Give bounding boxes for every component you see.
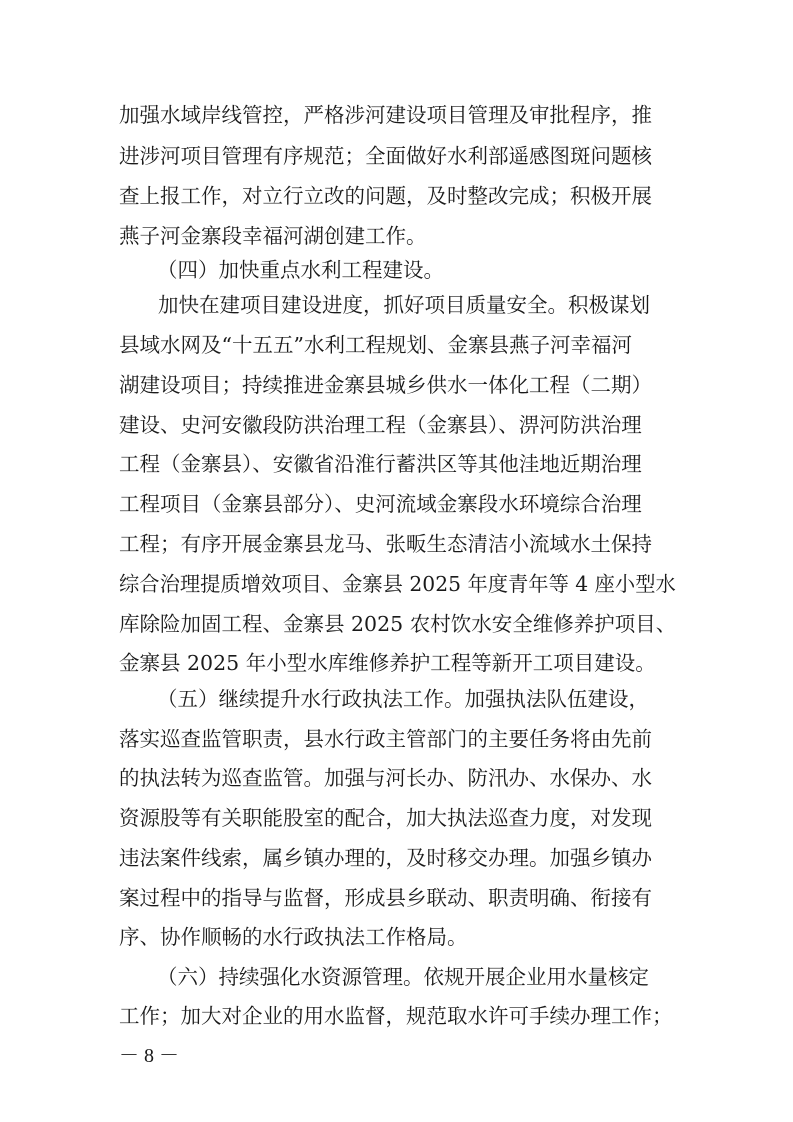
body-line: 工程项目（金寨县部分）、史河流域金寨段水环境综合治理 bbox=[119, 492, 642, 516]
body-line: 工程（金寨县）、安徽省沿淮行蓄洪区等其他洼地近期治理 bbox=[119, 452, 642, 476]
body-line: 县域水网及“十五五”水利工程规划、金寨县燕子河幸福河 bbox=[119, 333, 632, 357]
body-line: 违法案件线索，属乡镇办理的，及时移交办理。加强乡镇办 bbox=[119, 846, 652, 870]
body-line: 燕子河金寨段幸福河湖创建工作。 bbox=[119, 224, 427, 248]
body-line: 建设、史河安徽段防洪治理工程（金寨县）、淠河防洪治理 bbox=[119, 413, 642, 437]
body-line: 序、协作顺畅的水行政执法工作格局。 bbox=[119, 925, 468, 949]
body-line: 加快在建项目建设进度，抓好项目质量安全。积极谋划 bbox=[158, 293, 650, 317]
body-line: 库除险加固工程、金寨县 2025 农村饮水安全维修养护项目、 bbox=[119, 612, 677, 636]
body-line: 金寨县 2025 年小型水库维修养护工程等新开工项目建设。 bbox=[119, 651, 656, 675]
body-line: 查上报工作，对立行立改的问题，及时整改完成；积极开展 bbox=[119, 184, 652, 208]
body-line: 案过程中的指导与监督，形成县乡联动、职责明确、衔接有 bbox=[119, 886, 652, 910]
body-line: 的执法转为巡查监管。加强与河长办、防汛办、水保办、水 bbox=[119, 766, 652, 790]
body-line: 湖建设项目；持续推进金寨县城乡供水一体化工程（二期） bbox=[119, 373, 652, 397]
section-heading-5: （五）继续提升水行政执法工作。加强执法队伍建设， bbox=[157, 687, 649, 711]
body-line: 工作；加大对企业的用水监督，规范取水许可手续办理工作； bbox=[119, 1004, 673, 1028]
section-heading-4: （四）加快重点水利工程建设。 bbox=[157, 258, 444, 282]
body-line: 落实巡查监管职责，县水行政主管部门的主要任务将由先前 bbox=[119, 727, 652, 751]
body-line: 资源股等有关职能股室的配合，加大执法巡查力度，对发现 bbox=[119, 806, 652, 830]
body-line: 工程；有序开展金寨县龙马、张畈生态清洁小流域水土保持 bbox=[119, 532, 652, 556]
body-line: 综合治理提质增效项目、金寨县 2025 年度青年等 4 座小型水 bbox=[119, 572, 676, 596]
body-line: 进涉河项目管理有序规范；全面做好水利部遥感图斑问题核 bbox=[119, 144, 652, 168]
section-heading-6: （六）持续强化水资源管理。依规开展企业用水量核定 bbox=[157, 965, 649, 989]
page-number: － 8 － bbox=[119, 1045, 179, 1067]
body-line: 加强水域岸线管控，严格涉河建设项目管理及审批程序，推 bbox=[119, 103, 652, 127]
